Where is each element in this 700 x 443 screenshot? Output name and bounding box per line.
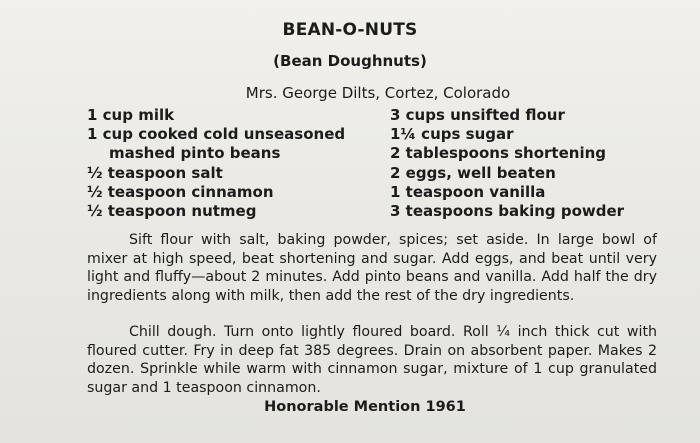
ingredient-item: 2 tablespoons shortening (390, 144, 606, 163)
recipe-subtitle: (Bean Doughnuts) (273, 52, 427, 70)
ingredient-item: 1¼ cups sugar (390, 125, 514, 144)
ingredient-item: ½ teaspoon nutmeg (87, 202, 257, 221)
ingredients-left-column (87, 106, 372, 221)
instructions-text: Chill dough. Turn onto lightly floured board. Roll ¼ inch thick cut with floured cutter. Fry in deep fat 385 degrees. Drain on absorbent paper. Makes 2 dozen. Sprinkle while warm with cinnamon sugar, mixture of 1 cup granulated sugar and 1 teaspoon cinnamon. (87, 324, 657, 396)
instructions-paragraph-1 (87, 231, 657, 305)
ingredient-item: 2 eggs, well beaten (390, 163, 556, 182)
recipe-title: BEAN-O-NUTS (282, 20, 418, 40)
ingredient-item: 3 cups unsifted flour (390, 106, 565, 124)
ingredient-item: 3 teaspoons baking powder (390, 202, 625, 221)
ingredient-item: ½ teaspoon salt (87, 163, 223, 182)
ingredient-item: 1 cup cooked cold unseasoned (87, 125, 346, 144)
ingredient-item: ½ teaspoon cinnamon (87, 182, 274, 201)
instructions-text: Sift flour with salt, baking powder, spices; set aside. In large bowl of mixer at high speed, beat shortening and sugar. Add eggs, and beat until very light and fluffy—about 2 minutes. Add pinto beans and vanilla. Add half the dry ingredients along with milk, then add the rest of the dry ingredients. (87, 232, 657, 304)
ingredient-item: mashed pinto beans (109, 144, 281, 163)
ingredient-item: 1 teaspoon vanilla (390, 182, 546, 201)
instructions-paragraph-2 (87, 323, 657, 397)
ingredient-item: 1 cup milk (87, 106, 175, 124)
ingredients-right-column (390, 106, 680, 221)
recipe-author: Mrs. George Dilts, Cortez, Colorado (245, 84, 511, 102)
award-line: Honorable Mention 1961 (264, 399, 466, 415)
